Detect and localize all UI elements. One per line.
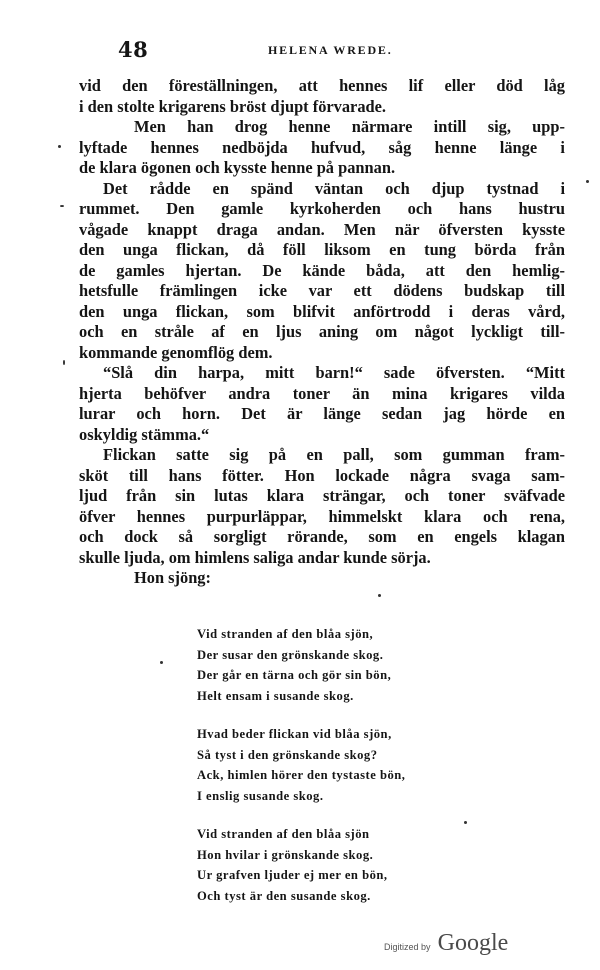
poem-line: Ur grafven ljuder ej mer en bön, bbox=[197, 868, 388, 882]
prose-line: sköt till hans fötter. Hon lockade några svaga sam- bbox=[79, 465, 565, 485]
prose-line: ljud från sin lutas klara strängar, och toner sväfvade bbox=[79, 486, 565, 505]
poem-stanza bbox=[197, 624, 527, 706]
poem-line: Hon hvilar i grönskande skog. bbox=[197, 847, 374, 862]
prose-line: rummet. Den gamle kyrkoherden och hans hustru bbox=[79, 199, 565, 218]
prose-line: vågade knappt draga andan. Men när öfversten kysste bbox=[79, 219, 565, 239]
poem bbox=[197, 624, 527, 924]
poem-line: Vid stranden af den blåa sjön bbox=[197, 827, 370, 841]
poem-line: Vid stranden af den blåa sjön, bbox=[197, 627, 374, 641]
digitized-by-label: Digitized by bbox=[384, 942, 431, 952]
scan-speck bbox=[60, 205, 64, 207]
poem-line: Helt ensam i susande skog. bbox=[197, 688, 354, 703]
prose-line: den unga flickan, som blifvit anförtrodd i deras vård, bbox=[79, 301, 565, 321]
scan-speck bbox=[160, 661, 163, 664]
prose-line: lyftade hennes nedböjda hufvud, såg henne länge i bbox=[79, 137, 565, 157]
prose-line: lurar och horn. Det är länge sedan jag hörde en bbox=[79, 404, 565, 423]
poem-stanza bbox=[197, 724, 527, 806]
scan-speck bbox=[464, 821, 467, 824]
prose-line: kommande genomflög dem. bbox=[79, 342, 273, 362]
prose-line: hjerta behöfver andra toner än mina krigares vilda bbox=[79, 383, 565, 403]
poem-line: Ack, himlen hörer den tystaste bön, bbox=[197, 768, 406, 782]
poem-line: I enslig susande skog. bbox=[197, 788, 324, 803]
google-logo: Google bbox=[437, 930, 509, 956]
prose-line: Det rådde en spänd väntan och djup tystnad i bbox=[103, 178, 565, 198]
poem-line: Så tyst i den grönskande skog? bbox=[197, 747, 378, 762]
scan-speck bbox=[586, 180, 589, 183]
page-number: 48 bbox=[118, 37, 149, 62]
scan-speck bbox=[63, 360, 65, 365]
prose-line: “Slå din harpa, mitt barn!“ sade öfversten. “Mitt bbox=[103, 363, 565, 382]
poem-line: Och tyst är den susande skog. bbox=[197, 888, 371, 903]
prose-line: vid den föreställningen, att hennes lif eller död låg bbox=[79, 76, 565, 95]
prose-line: öfver hennes purpurläppar, himmelskt klara och rena, bbox=[79, 506, 565, 526]
prose-line: Men han drog henne närmare intill sig, upp- bbox=[134, 117, 565, 136]
poem-line: Der går en tärna och gör sin bön, bbox=[197, 668, 392, 682]
prose-line: och dock så sorgligt rörande, som en engels klagan bbox=[79, 527, 565, 546]
prose-line: hetsfulle främlingen icke var ett dödens budskap till bbox=[79, 281, 565, 300]
prose-line: de gamles hjertan. De kände båda, att den hemlig- bbox=[79, 260, 565, 280]
prose-body bbox=[79, 76, 565, 589]
prose-line: Flickan satte sig på en pall, som gumman fram- bbox=[103, 445, 565, 464]
prose-line: de klara ögonen och kysste henne på pannan. bbox=[79, 158, 396, 177]
running-title: HELENA WREDE. bbox=[268, 43, 393, 57]
prose-line: och en stråle af en ljus aning om något lyckligt till- bbox=[79, 322, 565, 341]
prose-line: oskyldig stämma.“ bbox=[79, 424, 210, 444]
prose-line: i den stolte krigarens bröst djupt förvarade. bbox=[79, 96, 387, 116]
poem-stanza bbox=[197, 824, 527, 906]
page-header bbox=[0, 37, 600, 61]
digitized-watermark bbox=[384, 930, 508, 958]
prose-line: den unga flickan, då föll liksom en tung börda från bbox=[79, 240, 565, 259]
poem-line: Der susar den grönskande skog. bbox=[197, 647, 384, 662]
scan-speck bbox=[58, 145, 61, 148]
prose-line: Hon sjöng: bbox=[134, 568, 211, 587]
scan-speck bbox=[378, 594, 381, 597]
prose-line: skulle ljuda, om himlens saliga andar kunde sörja. bbox=[79, 547, 431, 567]
poem-line: Hvad beder flickan vid blåa sjön, bbox=[197, 727, 392, 741]
